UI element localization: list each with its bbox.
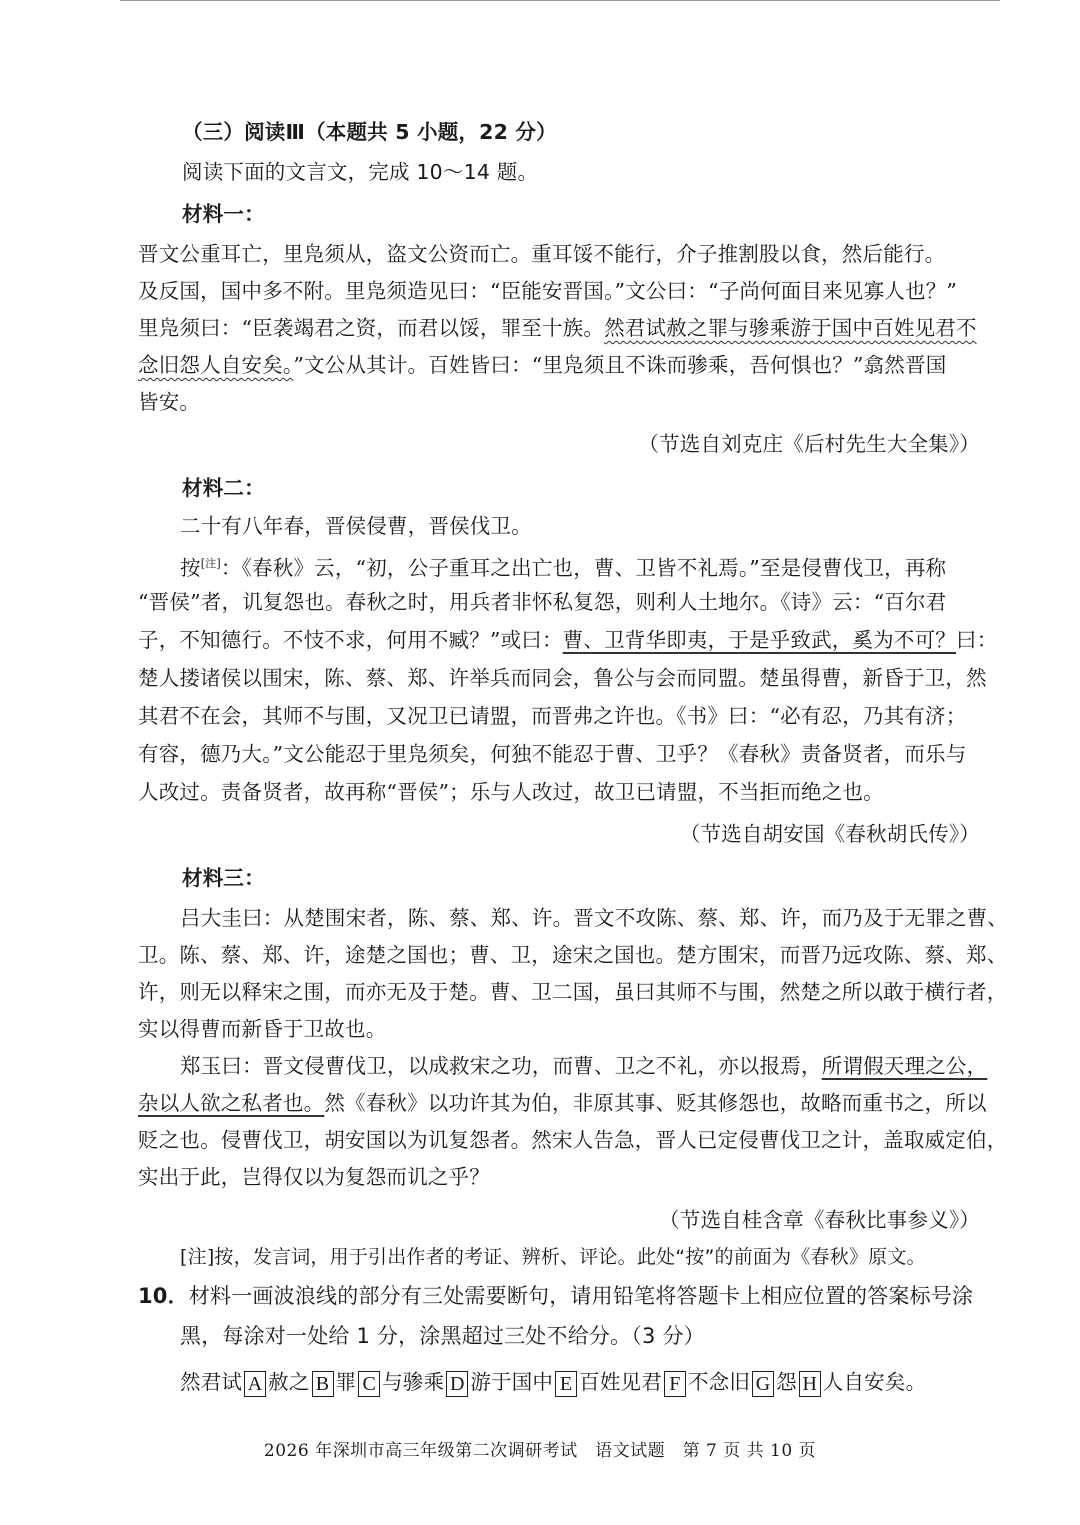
material1-line-4-text: ”文公从其计。百姓皆曰：“里凫须且不诛而骖乘，吾何惧也？”翕然晋国 bbox=[293, 353, 947, 377]
answer-box-g[interactable]: G bbox=[752, 1371, 774, 1397]
segment-ending: 人自安矣。 bbox=[822, 1370, 927, 1394]
segment-7: 不念旧 bbox=[687, 1370, 751, 1394]
material2-line-8: 人改过。责备贤者，故再称“晋侯”；乐与人改过，故卫已请盟，不当拒而绝之也。 bbox=[138, 780, 884, 804]
material1-line-4 bbox=[138, 351, 998, 379]
answer-box-d[interactable]: D bbox=[446, 1371, 468, 1397]
segment-3: 罪 bbox=[335, 1370, 357, 1394]
note-prefix: 按 bbox=[180, 555, 201, 580]
material3-line-8: 实出于此，岂得仅以为复怨而讥之乎？ bbox=[138, 1165, 490, 1189]
segment-2: 赦之 bbox=[268, 1370, 310, 1394]
material2-source: （节选自胡安国《春秋胡氏传》） bbox=[679, 822, 980, 846]
material3-line-2: 卫。陈、蔡、郑、许，途楚之国也；曹、卫，途宋之国也。楚方围宋，而晋乃远攻陈、蔡、郑、 bbox=[138, 943, 1008, 967]
segment-6: 百姓见君 bbox=[579, 1370, 662, 1394]
answer-box-f[interactable]: F bbox=[664, 1371, 686, 1397]
answer-box-a[interactable]: A bbox=[244, 1371, 266, 1397]
material2-line-3: “晋侯”者，讥复怨也。春秋之时，用兵者非怀私复怨，则利人土地尔。《诗》云：“百尔君 bbox=[138, 590, 947, 614]
material3-line-7: 贬之也。侵曹伐卫，胡安国以为讥复怨者。然宋人告急，晋人已定侵曹伐卫之计，盖取威定伯， bbox=[138, 1128, 1008, 1152]
material3-line-5 bbox=[180, 1052, 1040, 1080]
segment-1: 然君试 bbox=[180, 1370, 243, 1394]
wavy-underlined-passage-2: 念旧怨人自安矣。 bbox=[138, 353, 294, 377]
question-number: 10． bbox=[138, 1284, 189, 1308]
material3-line-4: 实以得曹而新昏于卫故也。 bbox=[138, 1017, 387, 1041]
material2-line-4 bbox=[138, 626, 998, 654]
material2-line-5: 楚人搂诸侯以围宋，陈、蔡、郑、许举兵而同会，鲁公与会而同盟。楚虽得曹，新昏于卫，然 bbox=[138, 666, 987, 690]
material3-heading: 材料三： bbox=[182, 866, 265, 890]
footnote: [注]按，发言词，用于引出作者的考证、辨析、评论。此处“按”的前面为《春秋》原文。 bbox=[180, 1246, 926, 1268]
underlined-sentence-2b: 杂以人欲之私者也。 bbox=[138, 1091, 325, 1115]
material1-line-3-text: 里凫须曰：“臣袭竭君之资，而君以馁，罪至十族。 bbox=[138, 316, 605, 340]
note-marker: [注] bbox=[200, 557, 221, 570]
top-edge-divider bbox=[120, 0, 1000, 1]
section-instruction: 阅读下面的文言文，完成 10～14 题。 bbox=[182, 160, 539, 184]
material2-line-2 bbox=[180, 550, 1040, 582]
material3-line-6 bbox=[138, 1089, 998, 1117]
material1-line-2: 及反国，国中多不附。里凫须造见曰：“臣能安晋国。”文公曰：“子尚何面目来见寡人也？” bbox=[138, 279, 958, 303]
page-footer: 2026 年深圳市高三年级第二次调研考试 语文试题 第 7 页 共 10 页 bbox=[263, 1441, 817, 1461]
material2-line-4-post: 曰： bbox=[956, 628, 998, 652]
segment-5: 游于国中 bbox=[470, 1370, 554, 1394]
answer-box-b[interactable]: B bbox=[312, 1371, 334, 1397]
answer-box-h[interactable]: H bbox=[799, 1371, 821, 1397]
material3-line-5-pre: 郑玉曰：晋文侵曹伐卫，以成救宋之功，而曹、卫之不礼，亦以报焉， bbox=[180, 1054, 822, 1078]
material1-heading: 材料一： bbox=[182, 202, 265, 226]
material2-line-6: 其君不在会，其师不与围，又况卫已请盟，而晋弗之许也。《书》曰：“必有忍，乃其有济； bbox=[138, 704, 967, 728]
question-10-text-1: 材料一画波浪线的部分有三处需要断句，请用铅笔将答题卡上相应位置的答案标号涂 bbox=[188, 1284, 974, 1308]
material2-line-4-pre: 子，不知德行。不忮不求，何用不臧？”或曰： bbox=[138, 628, 563, 652]
material3-source: （节选自桂含章《春秋比事参义》） bbox=[659, 1208, 980, 1232]
section-title: （三）阅读Ⅲ（本题共 5 小题，22 分） bbox=[182, 120, 557, 144]
break-options-row bbox=[180, 1368, 1040, 1397]
question-10-line-2: 黑，每涂对一处给 1 分，涂黑超过三处不给分。（3 分） bbox=[180, 1324, 705, 1348]
segment-4: 与骖乘 bbox=[382, 1370, 445, 1394]
material3-line-1: 吕大圭曰：从楚围宋者，陈、蔡、郑、许。晋文不攻陈、蔡、郑、许，而乃及于无罪之曹、 bbox=[180, 906, 1008, 930]
material1-line-3 bbox=[138, 314, 998, 342]
answer-box-c[interactable]: C bbox=[358, 1371, 380, 1397]
material1-line-1: 晋文公重耳亡，里凫须从，盗文公资而亡。重耳馁不能行，介子推割股以食，然后能行。 bbox=[138, 242, 946, 266]
answer-box-e[interactable]: E bbox=[555, 1371, 577, 1397]
material2-line-7: 有容，德乃大。”文公能忍于里凫须矣，何独不能忍于曹、卫乎？《春秋》责备贤者，而乐与 bbox=[138, 742, 967, 766]
material2-line-1: 二十有八年春，晋侯侵曹，晋侯伐卫。 bbox=[180, 514, 532, 538]
question-10-line-1 bbox=[138, 1282, 998, 1310]
underlined-sentence-2a: 所谓假天理之公， bbox=[821, 1054, 988, 1078]
segment-8: 怨 bbox=[776, 1370, 797, 1394]
wavy-underlined-passage-1: 然君试赦之罪与骖乘游于国中百姓见君不 bbox=[604, 316, 977, 340]
material3-line-3: 许，则无以释宋之围，而亦无及于楚。曹、卫二国，虽曰其师不与围，然楚之所以敢于横行者， bbox=[138, 980, 1008, 1004]
material2-heading: 材料二： bbox=[182, 476, 265, 500]
material1-line-5: 皆安。 bbox=[138, 390, 201, 414]
underlined-sentence-1: 曹、卫背华即夷，于是乎致武，奚为不可？ bbox=[562, 628, 956, 652]
material1-source: （节选自刘克庄《后村先生大全集》） bbox=[638, 432, 980, 456]
material3-line-6-post: 然《春秋》以功许其为伯，非原其事、贬其修怨也，故略而重书之，所以 bbox=[324, 1091, 987, 1115]
material2-line-2-text: ：《春秋》云，“初，公子重耳之出亡也，曹、卫皆不礼焉。”至是侵曹伐卫，再称 bbox=[220, 555, 947, 580]
